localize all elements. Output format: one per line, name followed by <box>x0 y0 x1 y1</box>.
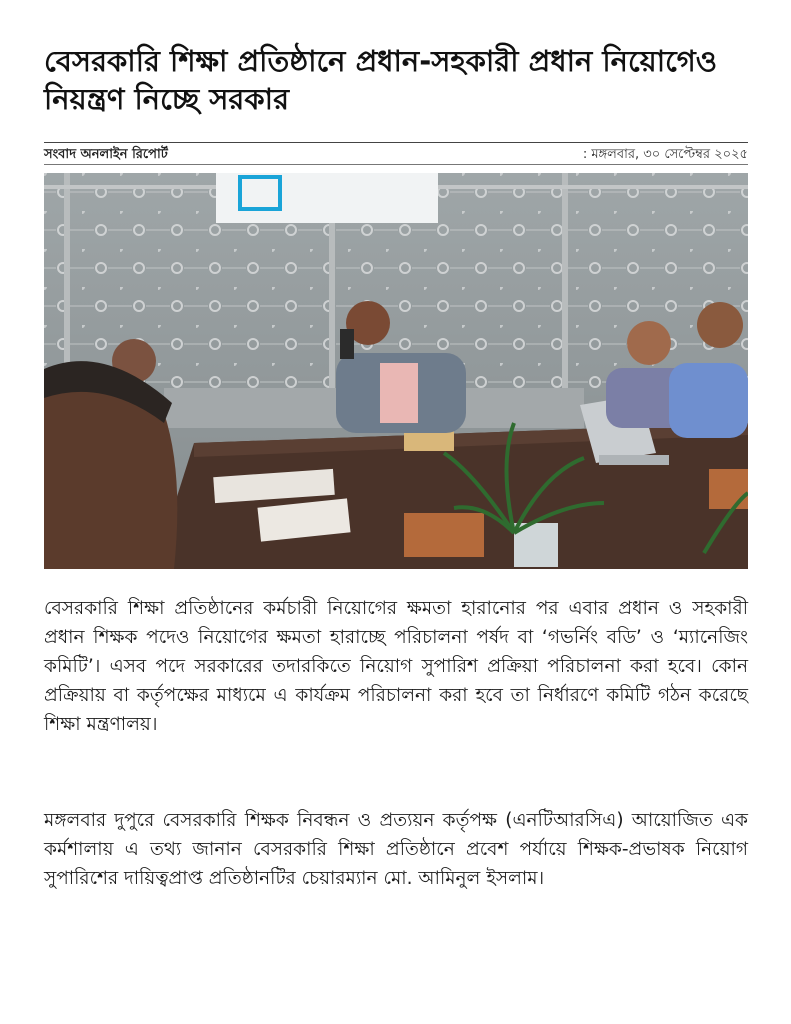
byline: সংবাদ অনলাইন রিপোর্ট <box>44 147 168 162</box>
header-rule-top <box>44 142 748 143</box>
publish-date: : মঙ্গলবার, ৩০ সেপ্টেম্বর ২০২৫ <box>582 147 748 162</box>
headline: বেসরকারি শিক্ষা প্রতিষ্ঠানে প্রধান-সহকারী প্রধান নিয়োগেও নিয়ন্ত্রণ নিচ্ছে সরকার <box>44 44 718 116</box>
article-paragraph: বেসরকারি শিক্ষা প্রতিষ্ঠানের কর্মচারী নিয়োগের ক্ষমতা হারানোর পর এবার প্রধান ও সহকারী প্রধান শিক্ষক পদেও নিয়োগের ক্ষমতা হারাচ্ছে পরিচালনা পর্ষদ বা ‘গভর্নিং বডি’ ও ‘ম্যানেজিং কমিটি’। এসব পদে সরকারের তদারকিতে নিয়োগ সুপারিশ প্রক্রিয়া পরিচালনা করা হবে। কোন প্রক্রিয়ায় বা কর্তৃপক্ষের মাধ্যমে এ কার্যক্রম পরিচালনা করা হবে তা নির্ধারণে কমিটি গঠন করেছে শিক্ষা মন্ত্রণালয়। <box>44 598 748 735</box>
article-paragraph: মঙ্গলবার দুপুরে বেসরকারি শিক্ষক নিবন্ধন ও প্রত্যয়ন কর্তৃপক্ষ (এনটিআরসিএ) আয়োজিত এক কর্মশালায় এ তথ্য জানান বেসরকারি শিক্ষা প্রতিষ্ঠানে প্রবেশ পর্যায়ে শিক্ষক-প্রভাষক নিয়োগ সুপারিশের দায়িত্বপ্রাপ্ত প্রতিষ্ঠানটির চেয়ারম্যান মো. আমিনুল ইসলাম। <box>44 810 748 889</box>
article-photo <box>44 173 748 569</box>
header-rule-bottom <box>44 164 748 165</box>
